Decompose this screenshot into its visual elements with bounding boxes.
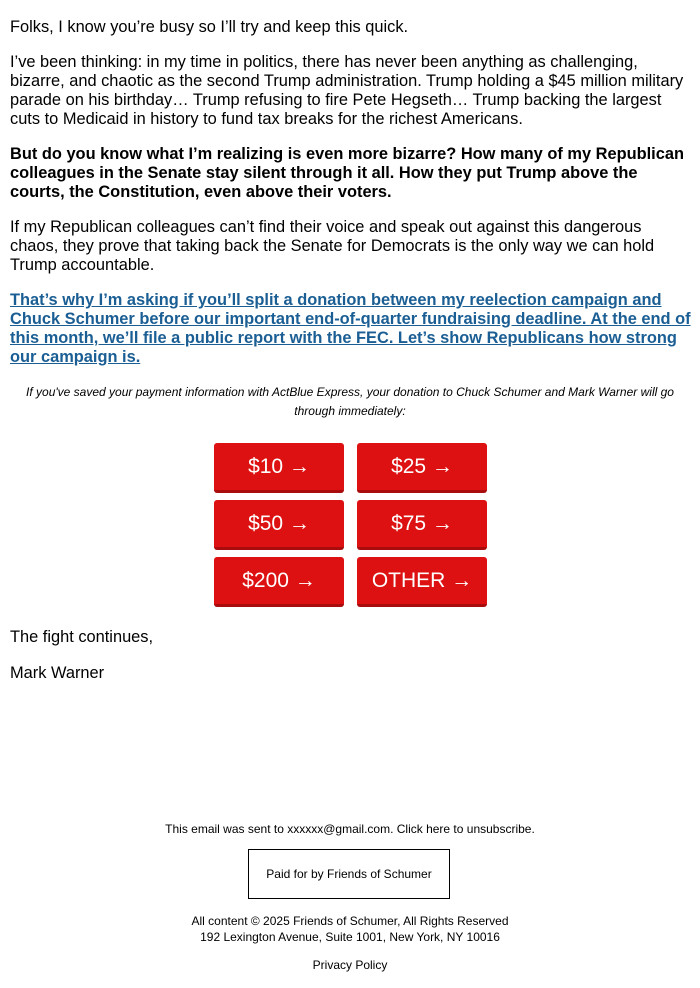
paid-for-box [248,849,450,899]
privacy-policy-link[interactable]: Privacy Policy [312,958,388,972]
sent-to-text: This email was sent to xxxxxx@gmail.com. [165,822,397,836]
privacy-line [0,957,700,973]
intro-paragraph: Folks, I know you’re busy so I’ll try and keep this quick. [10,18,409,36]
donate-25-button[interactable]: $25 → [357,443,487,493]
donation-cta-link[interactable]: That’s why I’m asking if you’ll split a donation between my reelection campaign and Chuck Schumer before our important end-of-quarter fundraising deadline. At the end of this month, we’ll file a public report with the FEC. Let’s show Republicans how strong our campaign is. [10,291,691,366]
cta-paragraph [10,291,692,367]
signature: Mark Warner [10,664,105,682]
donate-200-button[interactable]: $200 → [214,557,344,607]
colleagues-paragraph: If my Republican colleagues can’t find their voice and speak out against this dangerous chaos, they prove that taking back the Senate for Democrats is the only way we can hold Trump accountable. [10,218,655,274]
trump-paragraph: I’ve been thinking: in my time in politics, there has never been anything as challenging, bizarre, and chaotic as the second Trump administration. Trump holding a $45 million military parade on his birthday… Trump refusing to fire Pete Hegseth… Trump backing the largest cuts to Medicaid in history to fund tax breaks for the richest Americans. [10,53,684,128]
donate-other-button[interactable]: OTHER → [357,557,487,607]
actblue-express-note: If you've saved your payment information with ActBlue Express, your donation to Chuck Schumer and Mark Warner will go through immediately: [26,385,674,418]
copyright-line: All content © 2025 Friends of Schumer, All Rights Reserved [191,914,509,928]
unsubscribe-link[interactable]: Click here to unsubscribe. [396,822,535,836]
bold-paragraph: But do you know what I’m realizing is even more bizarre? How many of my Republican colleagues in the Senate stay silent through it all. How they put Trump above the courts, the Constitution, even above their voters. [10,145,684,201]
closing-line: The fight continues, [10,628,154,646]
email-body [10,18,692,421]
address-line: 192 Lexington Avenue, Suite 1001, New York, NY 10016 [200,930,500,944]
donate-10-button[interactable]: $10 → [214,443,344,493]
donate-50-button[interactable]: $50 → [214,500,344,550]
paid-for-text: Paid for by Friends of Schumer [266,867,432,881]
donate-75-button[interactable]: $75 → [357,500,487,550]
sent-to-line [0,821,700,837]
donate-button-grid [214,443,487,607]
